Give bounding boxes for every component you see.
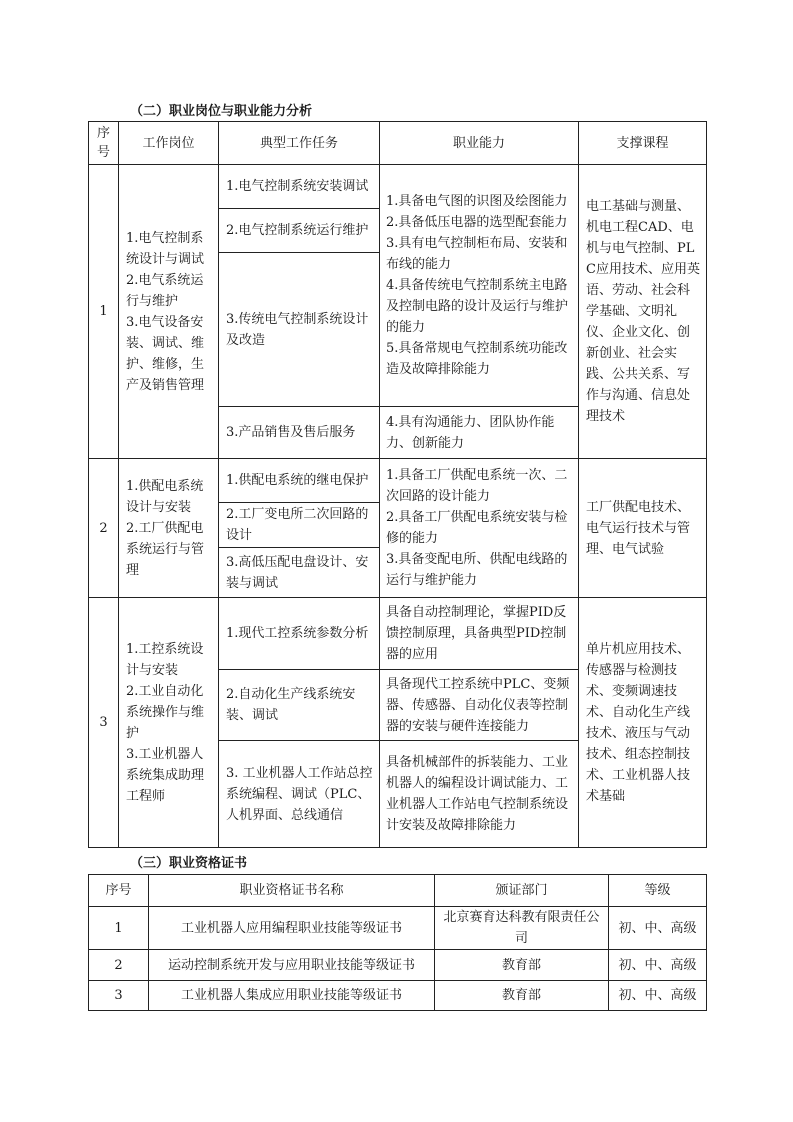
cert-header-name: 职业资格证书名称 — [239, 883, 344, 898]
cert-row1-level: 初、中、高级 — [618, 920, 697, 936]
cert-header-level: 等级 — [644, 883, 671, 898]
cert-header-seq: 序号 — [105, 883, 132, 898]
cert-row2-level: 初、中、高级 — [618, 957, 697, 973]
cert-row1-dept: 北京赛育达科教有限责任公司 — [443, 910, 600, 946]
cert-row1-name: 工业机器人应用编程职业技能等级证书 — [180, 920, 402, 936]
row1-task-1: 1.电气控制系统安装调试 — [226, 179, 369, 194]
row1-abilities: 1.具备电气图的识图及绘图能力 2.具备低压电器的选型配套能力 3.具有电气控制柜布局、安装和布线的能力 4.具备传统电气控制系统主电路及控制电路的设计及运行与维护的能力 5.具备常规电气控制系统功能改造及故障排除能力 — [386, 194, 569, 377]
row2-task-1: 1.供配电系统的继电保护 — [226, 473, 369, 488]
cert-row2-dept: 教育部 — [501, 957, 541, 973]
row2-task-3: 3.高低压配电盘设计、安装与调试 — [226, 554, 369, 591]
row3-task-3: 3. 工业机器人工作站总控系统编程、调试（PLC、人机界面、总线通信 — [226, 765, 373, 823]
section-title-certificates: （三）职业资格证书 — [130, 856, 248, 871]
cert-row2-name: 运动控制系统开发与应用职业技能等级证书 — [167, 957, 415, 973]
row1-task-3: 3.传统电气控制系统设计及改造 — [226, 311, 369, 348]
header-ability: 职业能力 — [452, 135, 505, 151]
header-course: 支撑课程 — [616, 135, 669, 151]
header-task: 典型工作任务 — [259, 135, 338, 151]
row3-post: 1.工控系统设计与安装 2.工业自动化系统操作与维护 3.工业机器人系统集成助理工程师 — [126, 641, 205, 804]
row1-ability-extra: 4.具有沟通能力、团队协作能力、创新能力 — [386, 414, 555, 451]
row3-task-1: 1.现代工控系统参数分析 — [226, 626, 369, 641]
row1-task-4: 3.产品销售及售后服务 — [226, 425, 356, 440]
section-title-job-analysis: （二）职业岗位与职业能力分析 — [130, 104, 313, 119]
row2-post: 1.供配电系统设计与安装 2.工厂供配电系统运行与管理 — [126, 478, 205, 578]
row2-task-2: 2.工厂变电所二次回路的设计 — [226, 507, 369, 543]
row2-abilities: 1.具备工厂供配电系统一次、二次回路的设计能力 2.具备工厂供配电系统安装与检修的能力 3.具备变配电所、供配电线路的运行与维护能力 — [386, 468, 568, 588]
header-seq: 序号 — [96, 126, 110, 160]
cert-header-dept: 颁证部门 — [495, 883, 548, 898]
row1-seq: 1 — [99, 304, 108, 319]
row2-course: 工厂供配电技术、电气运行技术与管理、电气试验 — [586, 499, 691, 557]
row3-course: 单片机应用技术、传感器与检测技术、变频调速技术、自动化生产线技术、液压与气动技术、组态控制技术、工业机器人技术基础 — [586, 641, 691, 804]
cert-row3-name: 工业机器人集成应用职业技能等级证书 — [180, 988, 402, 1003]
row3-ability-2: 具备现代工控系统中PLC、变频器、传感器、自动化仪表等控制器的安装与硬件连接能力 — [386, 676, 570, 734]
cert-row1-seq: 1 — [114, 920, 123, 936]
row1-task-2: 2.电气控制系统运行维护 — [226, 223, 369, 238]
header-post: 工作岗位 — [142, 135, 195, 151]
row3-seq: 3 — [99, 715, 108, 730]
row3-ability-1: 具备自动控制理论，掌握PID反馈控制原理，具备典型PID控制器的应用 — [386, 605, 567, 662]
row2-seq: 2 — [99, 520, 108, 536]
cert-row3-seq: 3 — [114, 988, 123, 1003]
row1-course: 电工基础与测量、机电工程CAD、电机与电气控制、PLC应用技术、应用英语、劳动、社会科学基础、文明礼仪、企业文化、创新创业、社会实践、公共关系、写作与沟通、信息处理技术 — [586, 199, 700, 424]
cert-row2-seq: 2 — [114, 957, 123, 973]
row3-task-2: 2.自动化生产线系统安装、调试 — [226, 687, 356, 723]
row3-ability-3: 具备机械部件的拆装能力、工业机器人的编程设计调试能力、工业机器人工作站电气控制系统设计安装及故障排除能力 — [386, 755, 569, 833]
cert-row3-level: 初、中、高级 — [618, 988, 697, 1003]
row1-post: 1.电气控制系统设计与调试 2.电气系统运行与维护 3.电气设备安装、调试、维护、维修，生产及销售管理 — [126, 230, 205, 393]
cert-row3-dept: 教育部 — [501, 988, 541, 1003]
